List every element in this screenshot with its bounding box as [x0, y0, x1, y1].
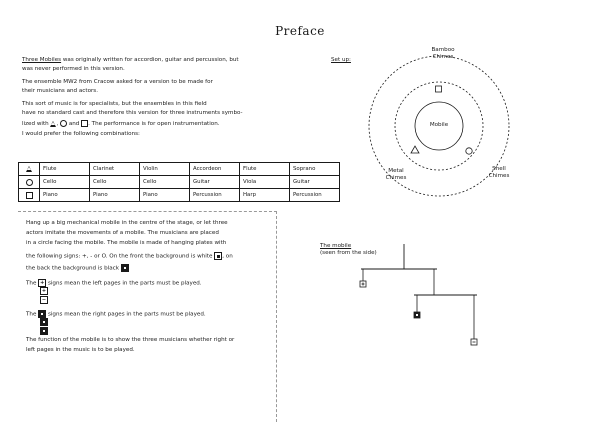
- table-cell: Accordeon: [190, 163, 240, 176]
- shell-label-2: Chimes: [488, 173, 510, 180]
- table-cell: Percussion: [190, 189, 240, 202]
- table-cell: Cello: [140, 176, 190, 189]
- mobile-line-2: actors imitate the movements of a mobile. The musicians are placed: [26, 230, 219, 236]
- table-cell: Piano: [90, 189, 140, 202]
- musicians-ring: [395, 82, 483, 170]
- mobile-line-4-a: the following signs: +, - or O. On the front the background is white: [26, 253, 213, 260]
- minus-plate-icon: −: [41, 297, 47, 303]
- mobile-line-1: Hang up a big mechanical mobile in the centre of the stage, or let three: [26, 220, 228, 226]
- mobile-line-7-b: signs mean the right pages in the parts must be played.: [47, 311, 206, 318]
- page-title: Preface: [275, 24, 325, 38]
- mobile-diagram-title: The mobile: [320, 243, 352, 249]
- plus-plate-icon: +: [41, 288, 47, 294]
- intro-line-7: lized with , and . The performance is for open instrumentation.: [22, 121, 220, 127]
- mobile-line-7-a: The: [26, 311, 37, 318]
- metal-label-1: Metal: [388, 168, 404, 174]
- table-cell: Viola: [240, 176, 290, 189]
- mobile-line-4-b: , on: [222, 253, 233, 260]
- mobile-center-label: Mobile: [429, 122, 449, 128]
- table-cell: Clarinet: [90, 163, 140, 176]
- mobile-diagram-subtitle: (seen from the side): [320, 250, 377, 256]
- intro-line-4: their musicians and actors.: [22, 88, 98, 94]
- table-cell: Percussion: [290, 189, 340, 202]
- mobile-circle: [415, 102, 463, 150]
- shell-label-1: Shell: [492, 166, 506, 172]
- intro-line-6: have no standard cast and therefore this version for three instruments symbo-: [22, 110, 243, 116]
- intro-line-7-c: . The performance is for open instrumentation.: [88, 121, 220, 127]
- table-cell: Piano: [140, 189, 190, 202]
- metal-label-2: Chimes: [385, 175, 407, 182]
- bamboo-label-1: Bamboo: [431, 47, 455, 53]
- outer-chimes-ring: [369, 56, 509, 196]
- table-cell: Flute: [40, 163, 90, 176]
- table-cell: Harp: [240, 189, 290, 202]
- mobile-line-6-b: signs mean the left pages in the parts must be played.: [47, 280, 202, 287]
- plus-plate-icon: +: [40, 280, 45, 286]
- intro-line-5: This sort of music is for specialists, but the ensembles in this field: [22, 101, 207, 107]
- square-musician-icon: [436, 86, 442, 92]
- triangle-musician-icon: [411, 146, 419, 153]
- table-cell: Guitar: [290, 176, 340, 189]
- mobile-line-8: The function of the mobile is to show the three musicians whether right or: [26, 337, 235, 343]
- table-cell: Guitar: [190, 176, 240, 189]
- intro-line-8: I would prefer the following combinations:: [22, 131, 140, 137]
- mobile-line-5-a: the back the background is black: [26, 265, 119, 272]
- table-cell: Flute: [240, 163, 290, 176]
- work-title: Three Mobiles: [22, 57, 62, 63]
- intro-line-3: The ensemble MW2 from Cracow asked for a version to be made for: [22, 79, 213, 85]
- circle-musician-icon: [466, 148, 472, 154]
- intro-line-7-b: and: [68, 121, 80, 127]
- intro-line-2: was never performed in this version.: [22, 66, 125, 72]
- table-cell: Cello: [90, 176, 140, 189]
- table-cell: Violin: [140, 163, 190, 176]
- plate-center: [416, 314, 418, 316]
- bamboo-label-2: Chimes: [432, 54, 454, 61]
- mobile-line-9: left pages in the music is to be played.: [26, 347, 135, 353]
- mobile-line-3: in a circle facing the mobile. The mobile is made of hanging plates with: [26, 240, 227, 246]
- table-cell: Cello: [40, 176, 90, 189]
- intro-line-1-rest: was originally written for accordion, guitar and percussion, but: [61, 57, 239, 63]
- mobile-line-6-a: The: [26, 280, 37, 287]
- table-cell: Piano: [40, 189, 90, 202]
- setup-label: Set up:: [331, 57, 351, 63]
- table-cell: Soprano: [290, 163, 340, 176]
- intro-line-7-a: lized with: [22, 121, 49, 127]
